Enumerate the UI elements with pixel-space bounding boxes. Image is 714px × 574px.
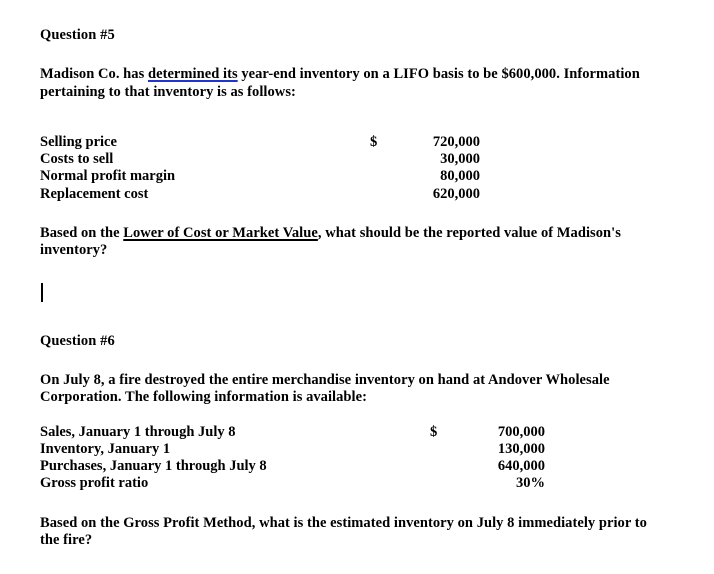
row-label: Purchases, January 1 through July 8 [40,458,267,475]
table-row [40,441,545,458]
spacer [40,350,665,372]
spacer [40,407,665,424]
question-5-prompt-underlined-phrase: Lower of Cost or Market Value [123,224,318,241]
row-currency-symbol [430,475,452,492]
question-5-heading: Question #5 [40,27,115,43]
row-value: 640,000 [497,458,545,475]
row-currency-symbol: $ [430,423,438,440]
text-cursor-caret[interactable] [41,283,43,302]
spacer [40,260,665,282]
table-row [40,424,545,441]
row-label: Replacement cost [40,185,149,202]
row-currency-symbol [430,458,452,475]
row-value: 30% [516,475,545,492]
question-5-prompt-paragraph [40,225,665,260]
question-6-heading: Question #6 [40,332,115,349]
row-value: 620,000 [432,185,480,202]
question-5-intro-underlined-phrase[interactable]: determined its [147,66,238,82]
row-currency-symbol [370,168,392,185]
question-5-prompt-text-after: , what should be the reported value of Madison's inventory? [40,224,621,259]
row-label: Inventory, January 1 [40,441,171,458]
spacer [40,123,665,134]
question-6-data-table [40,424,545,493]
spacer [40,44,665,66]
spacer [40,304,665,326]
row-value: 700,000 [497,423,545,440]
question-5-prompt-text-before: Based on the [40,224,124,241]
spacer [40,101,665,123]
table-row [40,168,480,185]
spacer [40,203,665,225]
spacer [40,493,665,515]
table-row [40,186,480,203]
question-5-intro-paragraph [40,66,665,101]
question-5-intro-text-before: Madison Co. has [40,66,148,82]
row-currency-symbol [370,151,392,168]
row-currency-symbol: $ [370,134,378,150]
question-6-intro-paragraph: On July 8, a fire destroyed the entire merchandise inventory on hand at Andover Wholesale Corporation. The following information is available: [40,371,610,406]
row-label: Costs to sell [40,151,114,168]
table-row [40,151,480,168]
row-currency-symbol [430,441,452,458]
question-5-intro-text-after: year-end inventory on a LIFO basis to be $600,000. Information pertaining to that inventory is as follows: [40,66,640,100]
row-label: Sales, January 1 through July 8 [40,423,236,440]
question-5-data-table [40,134,480,203]
row-value: 720,000 [432,134,480,150]
spacer [40,326,665,333]
row-value: 130,000 [497,441,545,458]
row-label: Selling price [40,134,117,150]
row-label: Gross profit ratio [40,475,149,492]
table-row [40,475,545,492]
spacer [40,282,665,304]
question-6-prompt-paragraph: Based on the Gross Profit Method, what is the estimated inventory on July 8 immediately prior to the fire? [40,514,647,549]
table-row [40,134,480,151]
row-value: 30,000 [440,151,480,168]
row-value: 80,000 [440,168,480,185]
table-row [40,458,545,475]
row-currency-symbol [370,186,392,203]
document-body [40,27,665,550]
row-label: Normal profit margin [40,168,176,185]
